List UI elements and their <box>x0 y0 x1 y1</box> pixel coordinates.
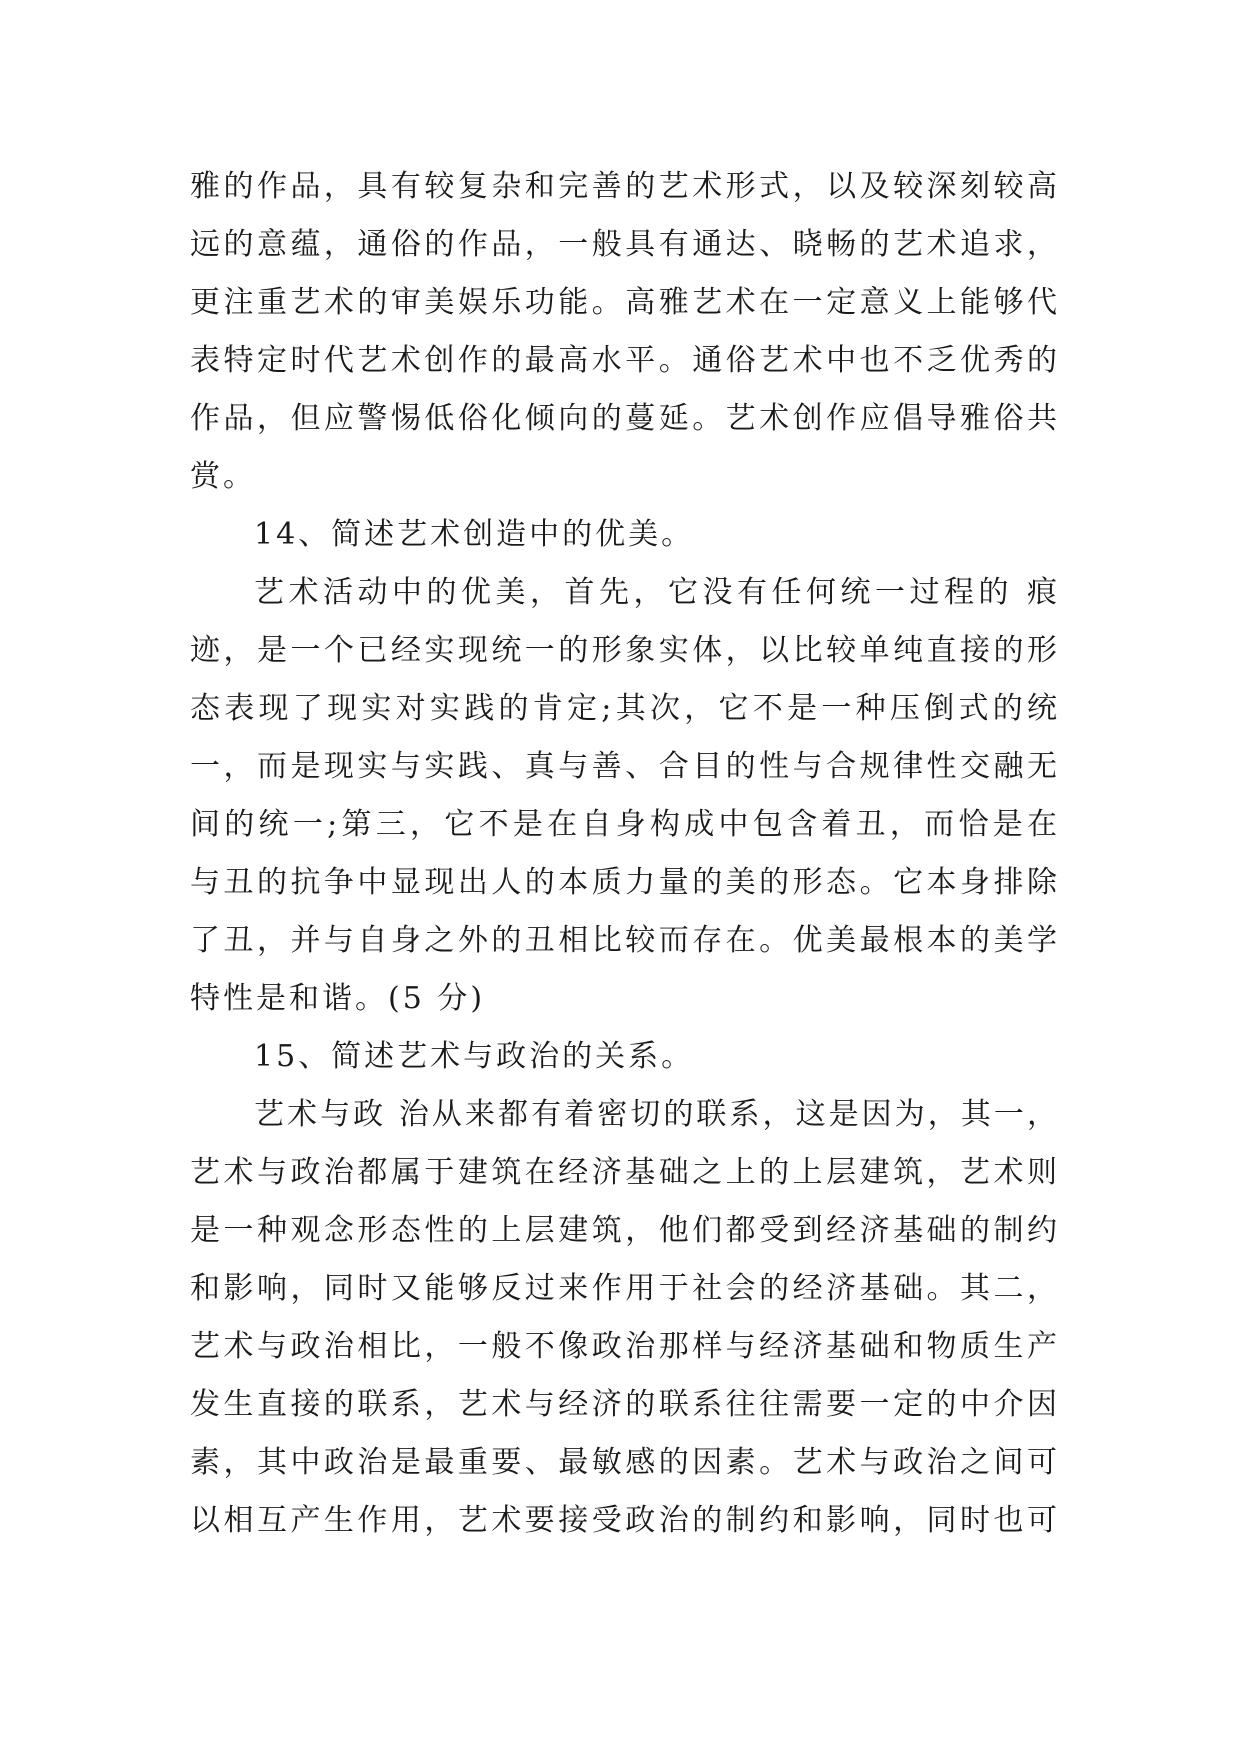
text-line: 赏。 <box>190 459 256 494</box>
text-line: 态表现了现实对实践的肯定;其次，它不是一种压倒式的统 <box>190 691 1060 726</box>
text-line: 间的统一;第三，它不是在自身构成中包含着丑，而恰是在 <box>190 807 1060 842</box>
document-body <box>190 158 1060 1550</box>
text-line: 素，其中政治是最重要、最敏感的因素。艺术与政治之间可 <box>190 1445 1060 1480</box>
text-line: 迹，是一个已经实现统一的形象实体，以比较单纯直接的形 <box>190 633 1060 668</box>
text-line: 艺术与政治相比，一般不像政治那样与经济基础和物质生产 <box>190 1329 1060 1364</box>
text-line: 了丑，并与自身之外的丑相比较而存在。优美最根本的美学 <box>190 923 1060 958</box>
text-line: 作品，但应警惕低俗化倾向的蔓延。艺术创作应倡导雅俗共 <box>190 401 1060 436</box>
text-line: 更注重艺术的审美娱乐功能。高雅艺术在一定意义上能够代 <box>190 285 1060 320</box>
answer-14-paragraph <box>190 564 1060 1028</box>
question-15-heading <box>190 1028 1060 1086</box>
text-line: 一，而是现实与实践、真与善、合目的性与合规律性交融无 <box>190 749 1060 784</box>
question-text: 14、简述艺术创造中的优美。 <box>254 517 695 552</box>
text-line: 是一种观念形态性的上层建筑，他们都受到经济基础的制约 <box>190 1213 1060 1248</box>
text-line: 发生直接的联系，艺术与经济的联系往往需要一定的中介因 <box>190 1387 1060 1422</box>
text-line: 和影响，同时又能够反过来作用于社会的经济基础。其二， <box>190 1271 1060 1306</box>
text-line: 艺术与政治都属于建筑在经济基础之上的上层建筑，艺术则 <box>190 1155 1060 1190</box>
question-14-heading <box>190 506 1060 564</box>
paragraph-continuation <box>190 158 1060 506</box>
question-text: 15、简述艺术与政治的关系。 <box>254 1039 695 1074</box>
text-line: 雅的作品，具有较复杂和完善的艺术形式，以及较深刻较高 <box>190 169 1060 204</box>
text-line: 表特定时代艺术创作的最高水平。通俗艺术中也不乏优秀的 <box>190 343 1060 378</box>
text-line: 特性是和谐。(5 分) <box>190 981 486 1016</box>
text-line: 艺术与政 治从来都有着密切的联系，这是因为，其一， <box>254 1097 1060 1132</box>
text-line: 以相互产生作用，艺术要接受政治的制约和影响，同时也可 <box>190 1503 1060 1538</box>
text-line: 艺术活动中的优美，首先，它没有任何统一过程的 痕 <box>254 575 1060 610</box>
answer-15-paragraph <box>190 1086 1060 1550</box>
text-line: 远的意蕴，通俗的作品，一般具有通达、晓畅的艺术追求， <box>190 227 1060 262</box>
text-line: 与丑的抗争中显现出人的本质力量的美的形态。它本身排除 <box>190 865 1060 900</box>
